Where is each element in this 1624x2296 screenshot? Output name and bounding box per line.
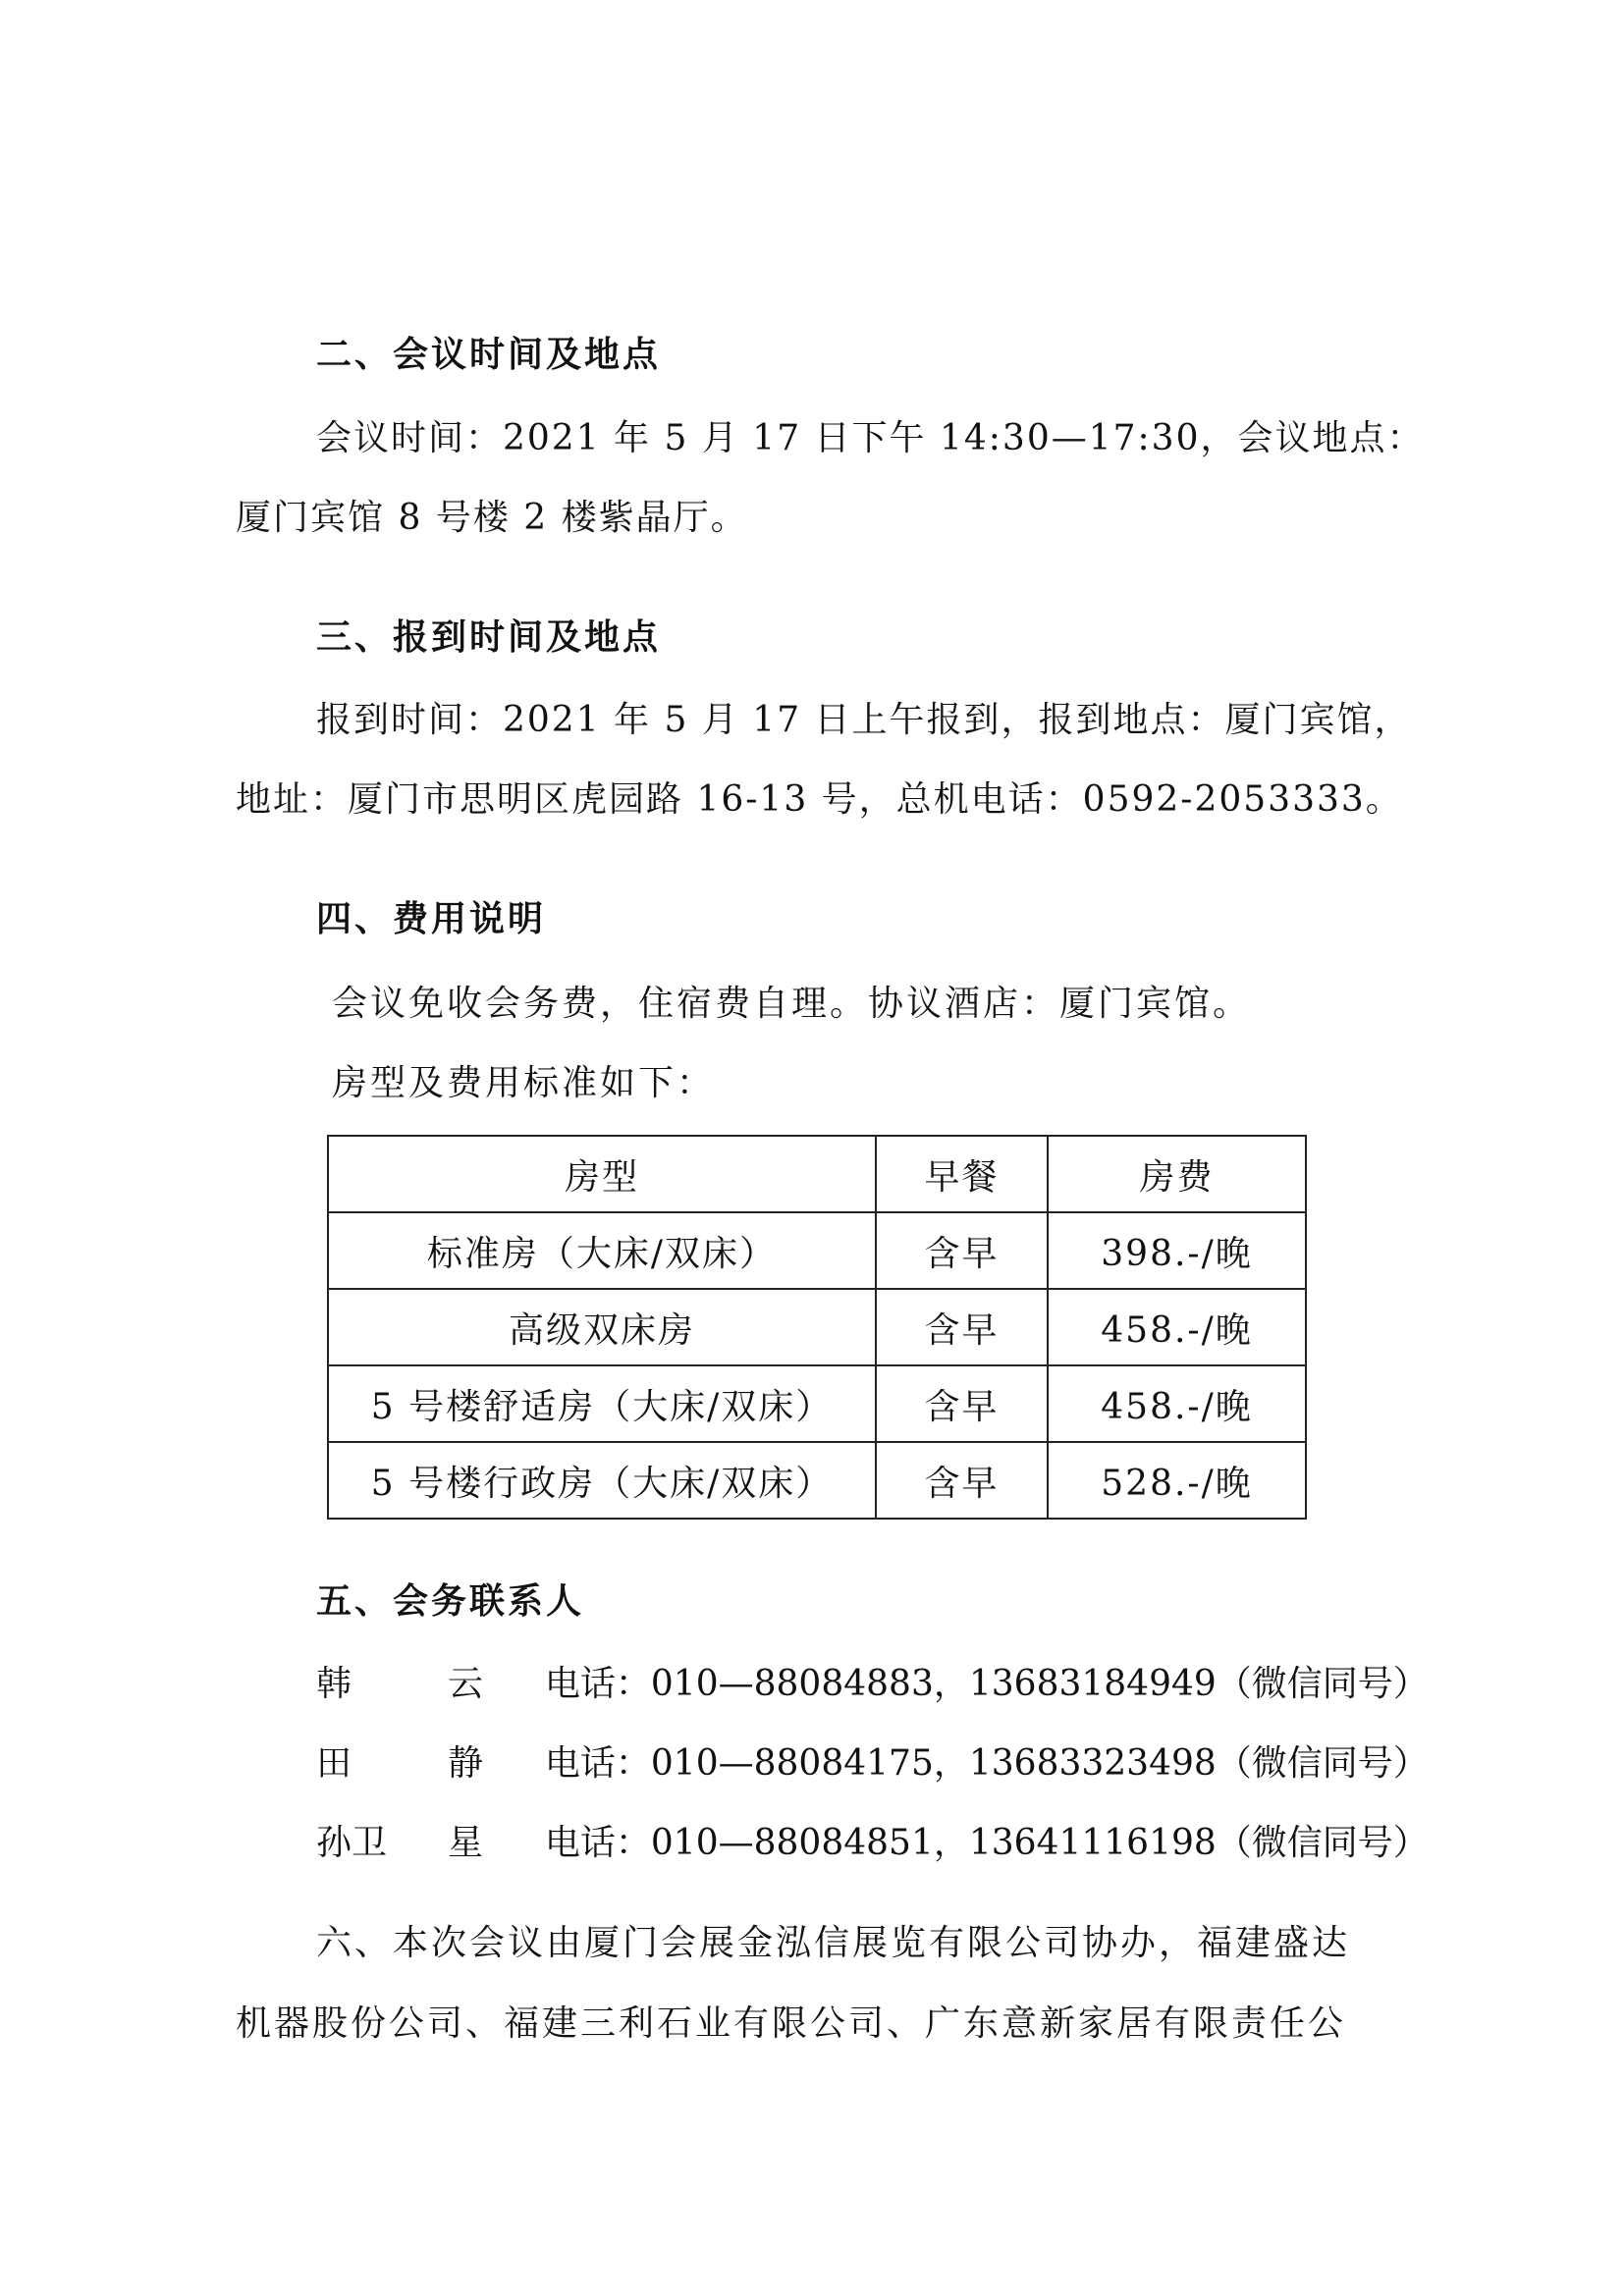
table-row xyxy=(328,1365,1306,1442)
co-organizer-text-line2: 机器股份公司、福建三利石业有限公司、广东意新家居有限责任公 xyxy=(236,2003,1347,2044)
section-heading-registration: 三、报到时间及地点 xyxy=(316,617,662,658)
rate-cell: 458.-/晚 xyxy=(1048,1365,1306,1442)
contact-entry xyxy=(316,1742,1429,1786)
contact-name xyxy=(316,1822,483,1865)
contact-name-part: 孙卫 xyxy=(316,1823,388,1863)
room-type-cell: 5 号楼行政房（大床/双床） xyxy=(328,1442,876,1519)
co-organizer-text-line1: 六、本次会议由厦门会展金泓信展览有限公司协办，福建盛达 xyxy=(316,1923,1351,1963)
section-heading-fees: 四、费用说明 xyxy=(316,899,547,939)
section-heading-contacts: 五、会务联系人 xyxy=(316,1581,585,1622)
registration-time-text: 报到时间：2021 年 5 月 17 日上午报到，报到地点：厦门宾馆， xyxy=(316,700,1412,740)
contact-name xyxy=(316,1742,483,1786)
room-rate-intro-text: 房型及费用标准如下： xyxy=(332,1063,716,1103)
contact-name-part: 韩 xyxy=(316,1664,352,1704)
contact-phone: 电话：010—88084175，13683323498（微信同号） xyxy=(544,1743,1429,1784)
contact-phone: 电话：010—88084851，13641116198（微信同号） xyxy=(544,1823,1429,1863)
breakfast-cell: 含早 xyxy=(876,1212,1048,1289)
contact-phone: 电话：010—88084883，13683184949（微信同号） xyxy=(544,1664,1429,1704)
header-room-type: 房型 xyxy=(328,1136,876,1212)
rate-cell: 458.-/晚 xyxy=(1048,1289,1306,1365)
meeting-time-text: 会议时间：2021 年 5 月 17 日下午 14:30—17:30，会议地点： xyxy=(316,418,1425,458)
section-heading-meeting-time-place: 二、会议时间及地点 xyxy=(316,335,662,375)
fee-description-text: 会议免收会务费，住宿费自理。协议酒店：厦门宾馆。 xyxy=(332,984,1252,1024)
room-type-cell: 5 号楼舒适房（大床/双床） xyxy=(328,1365,876,1442)
contact-name-part: 田 xyxy=(316,1743,352,1784)
header-breakfast: 早餐 xyxy=(876,1136,1048,1212)
meeting-place-text: 厦门宾馆 8 号楼 2 楼紫晶厅。 xyxy=(236,498,748,538)
contact-entry xyxy=(316,1663,1429,1706)
contact-entry xyxy=(316,1822,1429,1865)
contact-name-part: 星 xyxy=(447,1823,483,1863)
breakfast-cell: 含早 xyxy=(876,1289,1048,1365)
table-row xyxy=(328,1289,1306,1365)
breakfast-cell: 含早 xyxy=(876,1442,1048,1519)
rate-cell: 398.-/晚 xyxy=(1048,1212,1306,1289)
registration-address-text: 地址：厦门市思明区虎园路 16-13 号，总机电话：0592-2053333。 xyxy=(236,779,1403,820)
header-room-rate: 房费 xyxy=(1048,1136,1306,1212)
rate-cell: 528.-/晚 xyxy=(1048,1442,1306,1519)
breakfast-cell: 含早 xyxy=(876,1365,1048,1442)
contact-name xyxy=(316,1663,483,1706)
contact-name-part: 静 xyxy=(447,1743,483,1784)
table-row xyxy=(328,1442,1306,1519)
table-header-row xyxy=(328,1136,1306,1212)
room-type-cell: 标准房（大床/双床） xyxy=(328,1212,876,1289)
contact-name-part: 云 xyxy=(447,1664,483,1704)
room-rate-table xyxy=(327,1135,1307,1520)
table-row xyxy=(328,1212,1306,1289)
room-type-cell: 高级双床房 xyxy=(328,1289,876,1365)
